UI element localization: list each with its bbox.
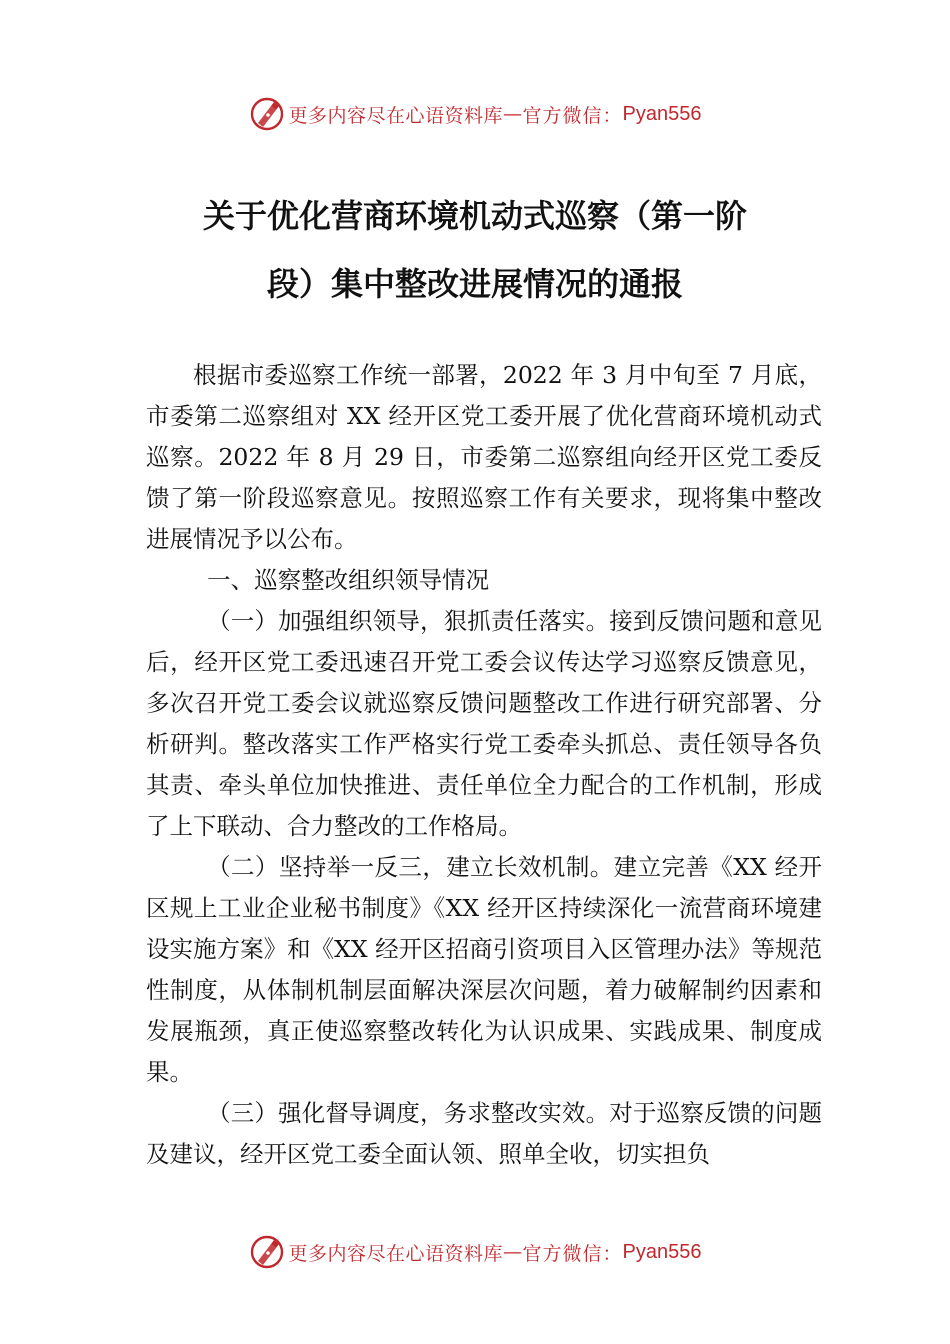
pen-nib-logo-icon [249, 96, 285, 132]
subsection-paragraph-3: （三）强化督导调度，务求整改实效。对于巡察反馈的问题及建议，经开区党工委全面认领、照单全收，切实担负 [146, 1099, 822, 1168]
intro-paragraph: 根据市委巡察工作统一部署，2022 年 3 月中旬至 7 月底，市委第二巡察组对 XX 经开区党工委开展了优化营商环境机动式巡察。2022 年 8 月 29 日，市委第二巡察组向经开区党工委反馈了第一阶段巡察意见。按照巡察工作有关要求，现将集中整改进展情况予以公布。 [146, 361, 822, 553]
section-heading-1: 一、巡察整改组织领导情况 [207, 566, 490, 594]
watermark-wechat-id: Pyan556 [622, 1240, 702, 1263]
watermark-header [0, 94, 950, 134]
document-title [120, 182, 830, 318]
watermark-wechat-label: 官方微信： [522, 104, 623, 127]
title-line-2: 段）集中整改进展情况的通报 [266, 265, 683, 303]
watermark-wechat-label: 官方微信： [522, 1242, 623, 1265]
watermark-brand: 更多内容尽在心语资料库 [288, 1242, 504, 1265]
watermark-wechat-id: Pyan556 [622, 102, 702, 125]
title-line-1: 关于优化营商环境机动式巡察（第一阶 [202, 197, 747, 235]
document-body [146, 355, 822, 1175]
watermark-brand: 更多内容尽在心语资料库 [288, 104, 504, 127]
watermark-separator: — [503, 103, 523, 125]
subsection-paragraph-1: （一）加强组织领导，狠抓责任落实。接到反馈问题和意见后，经开区党工委迅速召开党工委会议传达学习巡察反馈意见，多次召开党工委会议就巡察反馈问题整改工作进行研究部署、分析研判。整改落实工作严格实行党工委牵头抓总、责任领导各负其责、牵头单位加快推进、责任单位全力配合的工作机制，形成了上下联动、合力整改的工作格局。 [146, 607, 822, 840]
pen-nib-logo-icon [249, 1234, 285, 1270]
watermark-footer [0, 1232, 950, 1272]
subsection-paragraph-2: （二）坚持举一反三，建立长效机制。建立完善《XX 经开区规上工业企业秘书制度》《XX 经开区持续深化一流营商环境建设实施方案》和《XX 经开区招商引资项目入区管理办法》等规范性制度，从体制机制层面解决深层次问题，着力破解制约因素和发展瓶颈，真正使巡察整改转化为认识成果、实践成果、制度成果。 [146, 853, 822, 1086]
watermark-separator: — [503, 1241, 523, 1263]
